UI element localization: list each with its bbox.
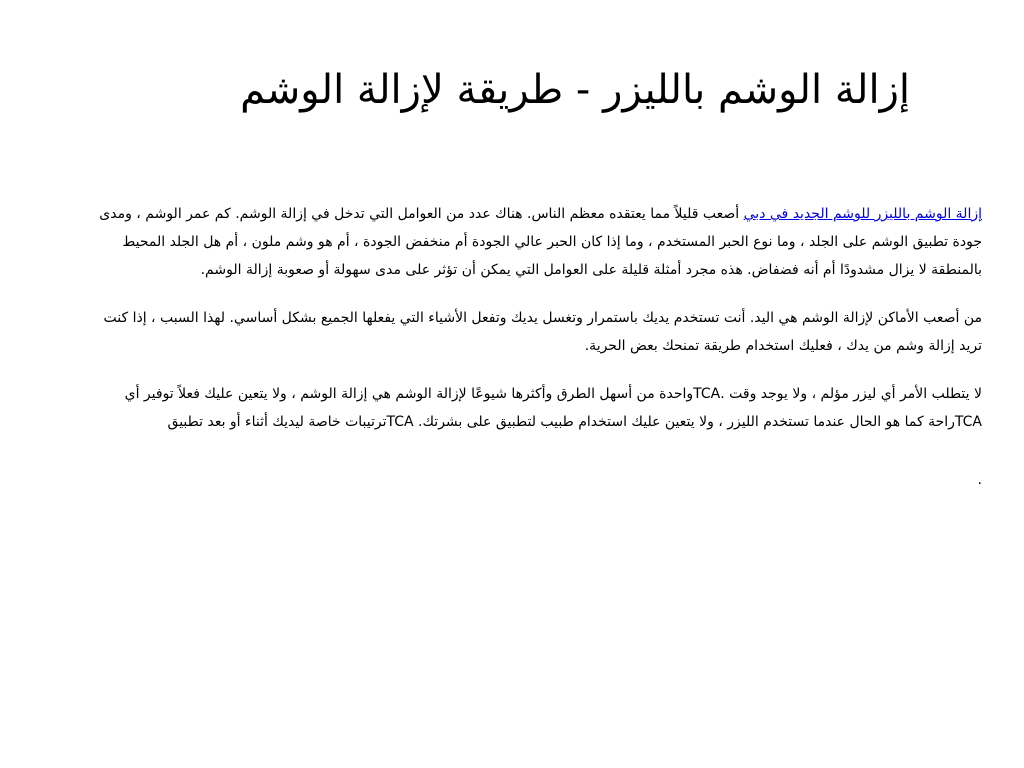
paragraph-3: لا يتطلب الأمر أي ليزر مؤلم ، ولا يوجد وقت .TCAواحدة من أسهل الطرق وأكثرها شيوعًا لإزالة الوشم هي إزالة الوشم ، ولا يتعين عليك فعلاً توفير أي TCAراحة كما هو الحال عندما تستخدم الليزر ، ولا يتعين عليك استخدام طبيب لتطبيق على بشرتك. TCAترتيبات خاصة ليديك أثناء أو بعد تطبيق <box>124 386 982 430</box>
dubai-laser-tattoo-removal-link[interactable]: إزالة الوشم بالليزر للوشم الجديد في دبي <box>743 206 982 222</box>
paragraph-1-text: أصعب قليلاً مما يعتقده معظم الناس. هناك عدد من العوامل التي تدخل في إزالة الوشم. كم عمر الوشم ، ومدى جودة تطبيق الوشم على الجلد ، وما نوع الحبر المستخدم ، وما إذا كان الحبر عالي الجودة أم منخفض الجودة ، أم هو وشم ملون ، أم هل الجلد المحيط بالمنطقة لا يزال مشدودًا أم أنه فضفاض. هذه مجرد أمثلة قليلة على العوامل التي يمكن أن تؤثر على مدى سهولة أو صعوبة إزالة الوشم. <box>99 206 982 278</box>
paragraph-2: من أصعب الأماكن لإزالة الوشم هي اليد. أنت تستخدم يديك باستمرار وتغسل يديك وتفعل الأشياء التي يفعلها الجميع بشكل أساسي. لهذا السبب ، إذا كنت تريد إزالة وشم من يدك ، فعليك استخدام طريقة تمنحك بعض الحرية. <box>103 310 982 354</box>
slide-body <box>82 200 982 494</box>
page-title: إزالة الوشم بالليزر - طريقة لإزالة الوشم <box>240 67 910 113</box>
trailing-dot: . <box>977 472 982 488</box>
paragraph-1 <box>82 200 982 284</box>
